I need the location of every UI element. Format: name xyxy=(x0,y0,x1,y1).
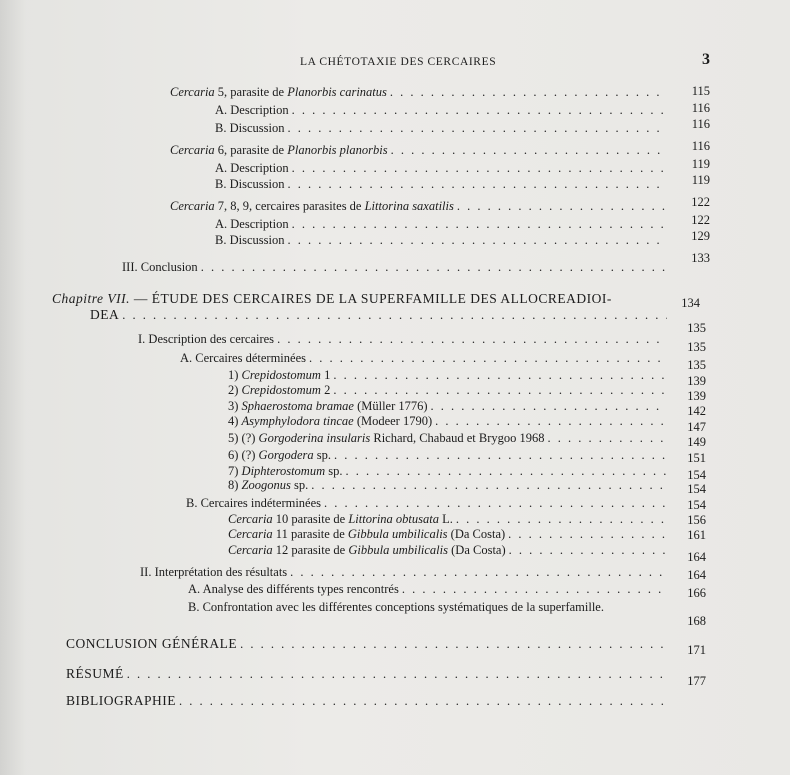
toc-entry-bibliographie: BIBLIOGRAPHIE . . . xyxy=(66,692,670,710)
chapter-heading: Chapitre VII. — ÉTUDE DES CERCAIRES DE LA SUPERFAMILLE DES ALLOCREADIOI- xyxy=(52,291,612,306)
toc-entry-cercaria-5: Cercaria 5, parasite de Planorbis carinatus . . . xyxy=(170,83,670,101)
toc-entry-conclusion: III. Conclusion . . . xyxy=(122,258,670,276)
toc-page-number: 171 xyxy=(687,643,706,657)
toc-page-number: 156 xyxy=(687,513,706,527)
toc-page-number: 133 xyxy=(691,251,710,265)
page-number: 3 xyxy=(702,51,710,68)
toc-page-number: 164 xyxy=(687,550,706,564)
toc-entry-description: A. Description . . . xyxy=(215,159,670,177)
toc-page-number: 154 xyxy=(687,468,706,482)
chapter-heading-cont: DEA . . . xyxy=(90,306,670,324)
toc-entry-discussion: B. Discussion . . . xyxy=(215,175,670,193)
toc-page-number: 177 xyxy=(687,674,706,688)
running-title: LA CHÉTOTAXIE DES CERCAIRES xyxy=(300,56,497,68)
toc-entry-description: A. Description . . . xyxy=(215,215,670,233)
page-edge-shadow xyxy=(0,0,26,775)
toc-page-number: 129 xyxy=(691,229,710,243)
toc-entry-indeterminees: B. Cercaires indéterminées . . . xyxy=(186,494,670,512)
toc-page-number: 139 xyxy=(687,389,706,403)
toc-page-number: 147 xyxy=(687,420,706,434)
species-entry: 3) Sphaerostoma bramae (Müller 1776) . . . xyxy=(228,397,670,415)
toc-entry-cercaria-12: Cercaria 12 parasite de Gibbula umbilicalis (Da Costa) . . . xyxy=(228,541,670,559)
species-entry: 6) (?) Gorgodera sp. . . . xyxy=(228,446,670,464)
toc-page-number: 116 xyxy=(691,101,710,115)
chapter-label: Chapitre VII. xyxy=(52,291,130,306)
toc-page-number: 119 xyxy=(691,157,710,171)
toc-page-number: 134 xyxy=(681,296,700,310)
toc-page-number: 161 xyxy=(687,528,706,542)
species-entry: 8) Zoogonus sp. . . . xyxy=(228,476,670,494)
toc-page-number: 142 xyxy=(687,404,706,418)
toc-entry-confrontation: B. Confrontation avec les différentes conceptions systématiques de la superfamille. xyxy=(188,600,604,614)
toc-page-number: 122 xyxy=(691,195,710,209)
toc-page-number: 115 xyxy=(691,84,710,98)
taxon-name: Cercaria xyxy=(170,85,215,99)
species-entry: 4) Asymphylodora tincae (Modeer 1790) . . . xyxy=(228,412,670,430)
toc-page-number: 135 xyxy=(687,358,706,372)
toc-page-number: 119 xyxy=(691,173,710,187)
species-entry: 7) Diphterostomum sp. . . . xyxy=(228,462,670,480)
toc-page-number: 154 xyxy=(687,482,706,496)
toc-entry-description: A. Description . . . xyxy=(215,101,670,119)
toc-entry-discussion: B. Discussion . . . xyxy=(215,231,670,249)
toc-page-number: 166 xyxy=(687,586,706,600)
species-entry: 2) Crepidostomum 2 . . . xyxy=(228,381,670,399)
species-entry: 1) Crepidostomum 1 . . . xyxy=(228,366,670,384)
toc-entry-conclusion-generale: CONCLUSION GÉNÉRALE . . . xyxy=(66,635,670,653)
host-name: Planorbis carinatus xyxy=(287,85,387,99)
leader-dots xyxy=(390,83,667,101)
toc-entry-cercaria-11: Cercaria 11 parasite de Gibbula umbilicalis (Da Costa) . . . xyxy=(228,525,670,543)
toc-page-number: 135 xyxy=(687,340,706,354)
toc-page-number: 122 xyxy=(691,213,710,227)
toc-page-number: 151 xyxy=(687,451,706,465)
toc-entry-determinees: A. Cercaires déterminées . . . xyxy=(180,349,670,367)
toc-entry-cercaria-7-8-9: Cercaria 7, 8, 9, cercaires parasites de Littorina saxatilis . . . xyxy=(170,197,670,215)
species-entry: 5) (?) Gorgoderina insularis Richard, Chabaud et Brygoo 1968 . . . xyxy=(228,429,670,447)
page-header xyxy=(0,51,790,74)
toc-entry-analyse: A. Analyse des différents types rencontrés . . . xyxy=(188,580,670,598)
toc-entry-cercaria-6: Cercaria 6, parasite de Planorbis planorbis . . . xyxy=(170,141,670,159)
toc-page-number: 149 xyxy=(687,435,706,449)
toc-entry-description-cercaires: I. Description des cercaires . . . xyxy=(138,330,670,348)
toc-entry-cercaria-10: Cercaria 10 parasite de Littorina obtusata L. . . . xyxy=(228,510,670,528)
toc-page-number: 135 xyxy=(687,321,706,335)
toc-page-number: 164 xyxy=(687,568,706,582)
toc-page-number: 116 xyxy=(691,117,710,131)
toc-page-number: 168 xyxy=(687,614,706,628)
toc-entry-resume: RÉSUMÉ . . . xyxy=(66,665,670,683)
toc-page-number: 116 xyxy=(691,139,710,153)
toc-entry-interpretation: II. Interprétation des résultats . . . xyxy=(140,563,670,581)
toc-page-number: 139 xyxy=(687,374,706,388)
toc-page-number: 154 xyxy=(687,498,706,512)
toc-entry-discussion: B. Discussion . . . xyxy=(215,119,670,137)
